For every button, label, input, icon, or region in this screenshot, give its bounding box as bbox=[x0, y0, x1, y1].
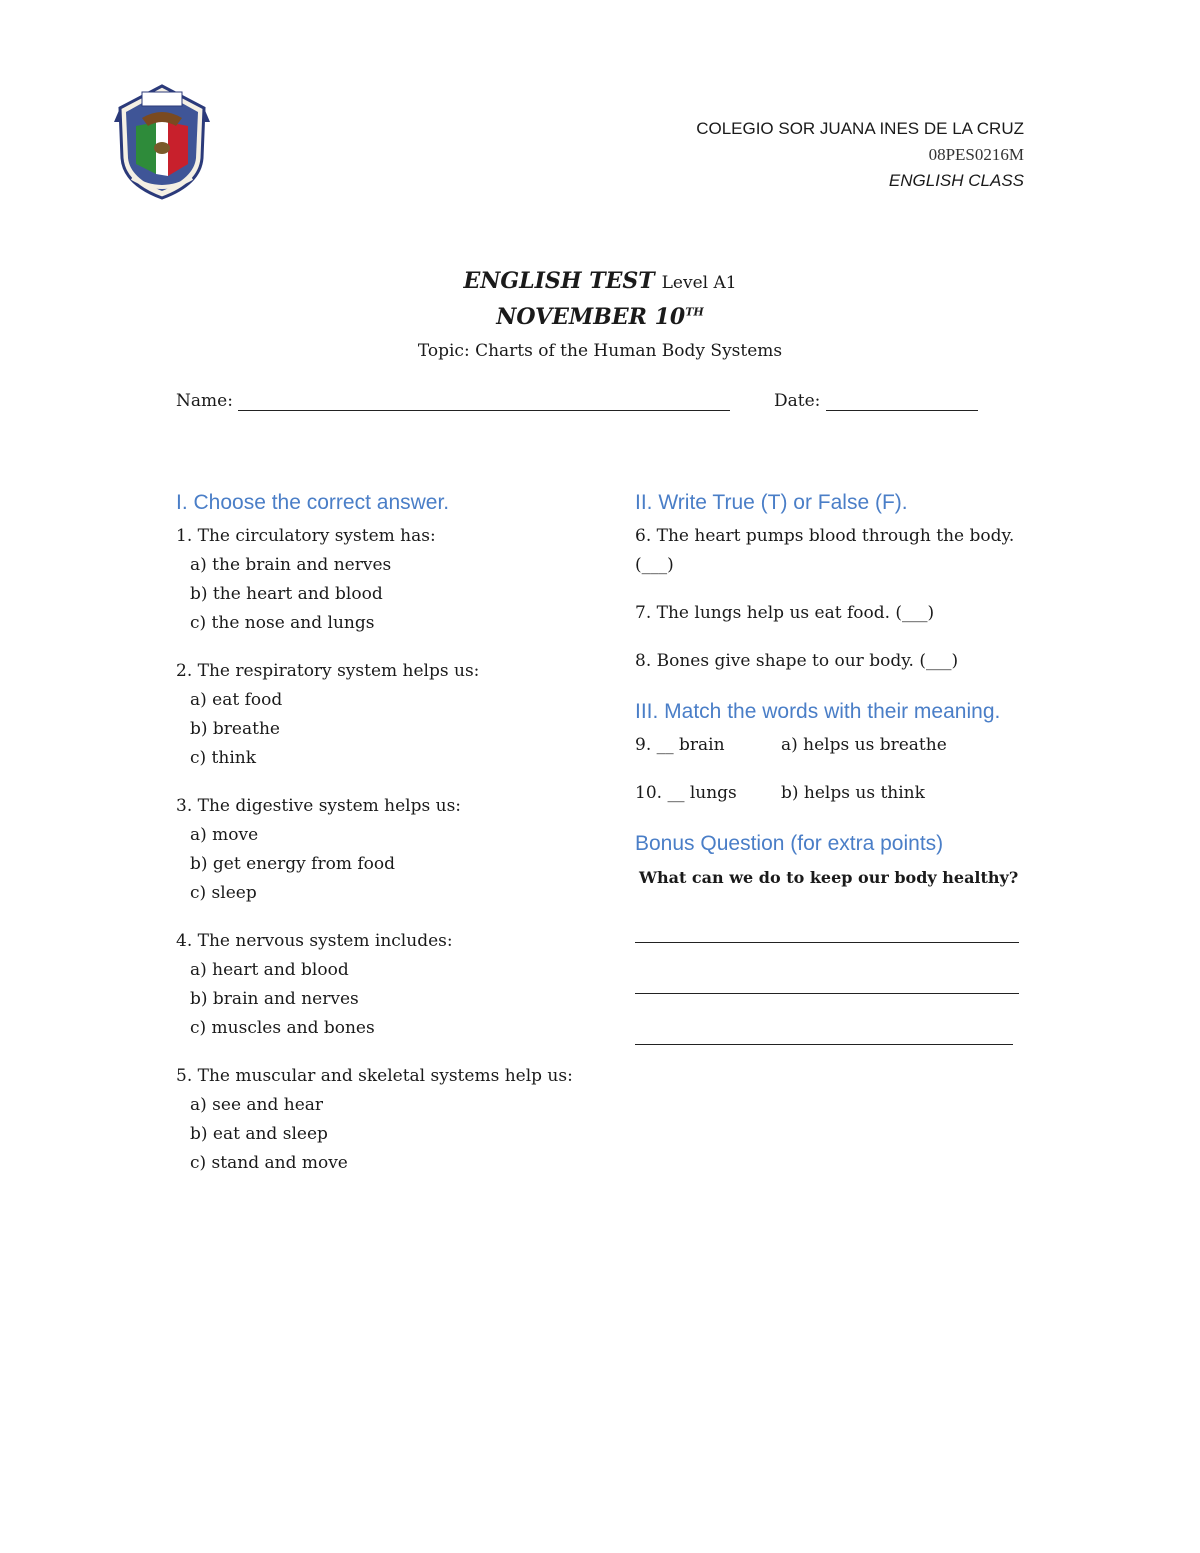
test-level: Level A1 bbox=[661, 273, 737, 293]
school-crest-logo bbox=[112, 78, 212, 202]
question-text: 1. The circulatory system has: bbox=[176, 526, 436, 546]
section3-heading: III. Match the words with their meaning. bbox=[635, 700, 1001, 723]
true-false-item: 7. The lungs help us eat food. (___) bbox=[635, 603, 935, 623]
question bbox=[176, 1062, 576, 1178]
school-code: 08PES0216M bbox=[928, 145, 1024, 164]
test-date bbox=[0, 304, 1200, 330]
option-b: b) brain and nerves bbox=[190, 989, 359, 1009]
option-a: a) the brain and nerves bbox=[190, 555, 392, 575]
name-field bbox=[176, 390, 730, 411]
section-multiple-choice bbox=[176, 486, 576, 1197]
date-blank[interactable] bbox=[826, 390, 978, 411]
question bbox=[176, 927, 576, 1043]
question bbox=[176, 657, 576, 773]
bonus-heading: Bonus Question (for extra points) bbox=[635, 832, 944, 855]
answer-line[interactable] bbox=[635, 1044, 1013, 1045]
school-header bbox=[524, 116, 1024, 194]
option-c: c) stand and move bbox=[190, 1153, 348, 1173]
option-c: c) the nose and lungs bbox=[190, 613, 375, 633]
true-false-item: 8. Bones give shape to our body. (___) bbox=[635, 651, 959, 671]
question-text: 5. The muscular and skeletal systems help us: bbox=[176, 1066, 573, 1086]
name-blank[interactable] bbox=[238, 390, 730, 411]
option-c: c) think bbox=[190, 748, 257, 768]
bonus-question: What can we do to keep our body healthy? bbox=[639, 868, 1019, 887]
match-meaning: a) helps us breathe bbox=[781, 735, 947, 755]
option-a: a) eat food bbox=[190, 690, 283, 710]
match-row bbox=[635, 731, 1025, 760]
class-name: ENGLISH CLASS bbox=[888, 171, 1024, 190]
answer-line[interactable] bbox=[635, 993, 1019, 994]
option-c: c) muscles and bones bbox=[190, 1018, 375, 1038]
question-text: 3. The digestive system helps us: bbox=[176, 796, 462, 816]
name-label: Name: bbox=[176, 391, 233, 411]
option-c: c) sleep bbox=[190, 883, 257, 903]
true-false-item: 6. The heart pumps blood through the body. (___) bbox=[635, 526, 1015, 575]
option-b: b) the heart and blood bbox=[190, 584, 383, 604]
right-column bbox=[635, 486, 1025, 1045]
test-title bbox=[0, 268, 1200, 294]
match-meaning: b) helps us think bbox=[781, 783, 925, 803]
match-word: 9. __ brain bbox=[635, 735, 725, 755]
match-word: 10. __ lungs bbox=[635, 783, 737, 803]
section2-heading: II. Write True (T) or False (F). bbox=[635, 491, 908, 514]
option-b: b) get energy from food bbox=[190, 854, 396, 874]
date-label: Date: bbox=[774, 391, 821, 411]
test-name: ENGLISH TEST bbox=[463, 268, 655, 294]
date-field bbox=[774, 390, 978, 411]
option-a: a) heart and blood bbox=[190, 960, 349, 980]
section1-heading: I. Choose the correct answer. bbox=[176, 491, 450, 514]
school-name: COLEGIO SOR JUANA INES DE LA CRUZ bbox=[696, 119, 1024, 138]
question-text: 4. The nervous system includes: bbox=[176, 931, 453, 951]
option-a: a) see and hear bbox=[190, 1095, 324, 1115]
option-b: b) breathe bbox=[190, 719, 280, 739]
match-row bbox=[635, 779, 1025, 808]
question bbox=[176, 792, 576, 908]
test-date-main: NOVEMBER 10 bbox=[496, 304, 686, 330]
test-date-suffix: TH bbox=[685, 305, 704, 319]
option-a: a) move bbox=[190, 825, 259, 845]
option-b: b) eat and sleep bbox=[190, 1124, 328, 1144]
test-topic: Topic: Charts of the Human Body Systems bbox=[417, 341, 783, 361]
answer-line[interactable] bbox=[635, 942, 1019, 943]
question-text: 2. The respiratory system helps us: bbox=[176, 661, 480, 681]
question bbox=[176, 522, 576, 638]
